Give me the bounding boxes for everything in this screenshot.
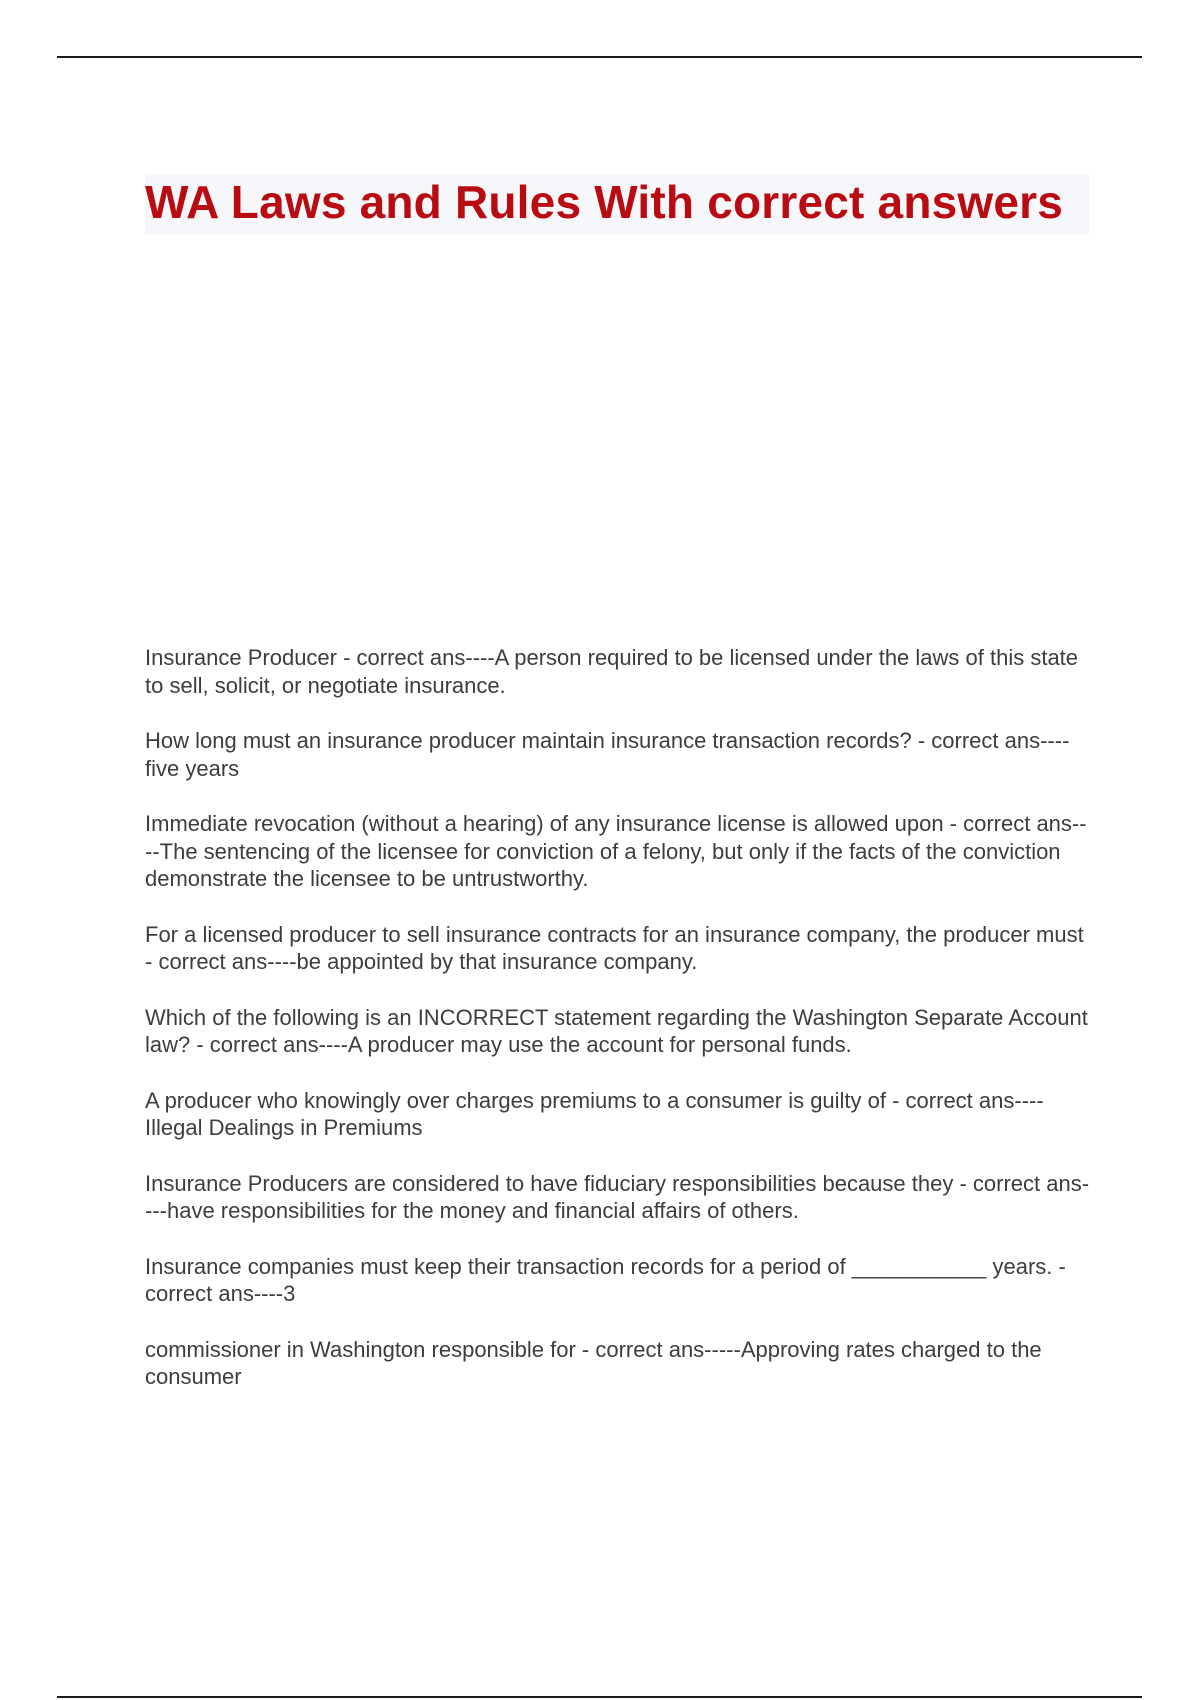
document-title: WA Laws and Rules With correct answers (145, 176, 1064, 228)
title-block (145, 174, 1089, 235)
qa-item: Insurance Producers are considered to have fiduciary responsibilities because they - correct ans----have responsibilities for the money and financial affairs of others. (145, 1170, 1090, 1223)
qa-item: commissioner in Washington responsible for - correct ans-----Approving rates charged to the consumer (145, 1336, 1042, 1389)
qa-item: For a licensed producer to sell insurance contracts for an insurance company, the producer must - correct ans----be appointed by that insurance company. (145, 921, 1084, 974)
qa-item: Which of the following is an INCORRECT statement regarding the Washington Separate Account law? - correct ans----A producer may use the account for personal funds. (145, 1004, 1088, 1057)
qa-item: Insurance Producer - correct ans----A person required to be licensed under the laws of this state to sell, solicit, or negotiate insurance. (145, 645, 1079, 698)
qa-item: A producer who knowingly over charges premiums to a consumer is guilty of - correct ans----Illegal Dealings in Premiums (145, 1087, 1044, 1140)
qa-item: How long must an insurance producer maintain insurance transaction records? - correct ans----five years (145, 728, 1070, 781)
qa-item: Immediate revocation (without a hearing) of any insurance license is allowed upon - correct ans----The sentencing of the licensee for conviction of a felony, but only if the facts of the conviction demonstrate the licensee to be untrustworthy. (145, 811, 1087, 891)
qa-item: Insurance companies must keep their transaction records for a period of ___________ years. - correct ans----3 (145, 1253, 1066, 1306)
top-rule (57, 56, 1142, 58)
bottom-rule (57, 1696, 1142, 1698)
qa-list (145, 644, 1090, 1419)
